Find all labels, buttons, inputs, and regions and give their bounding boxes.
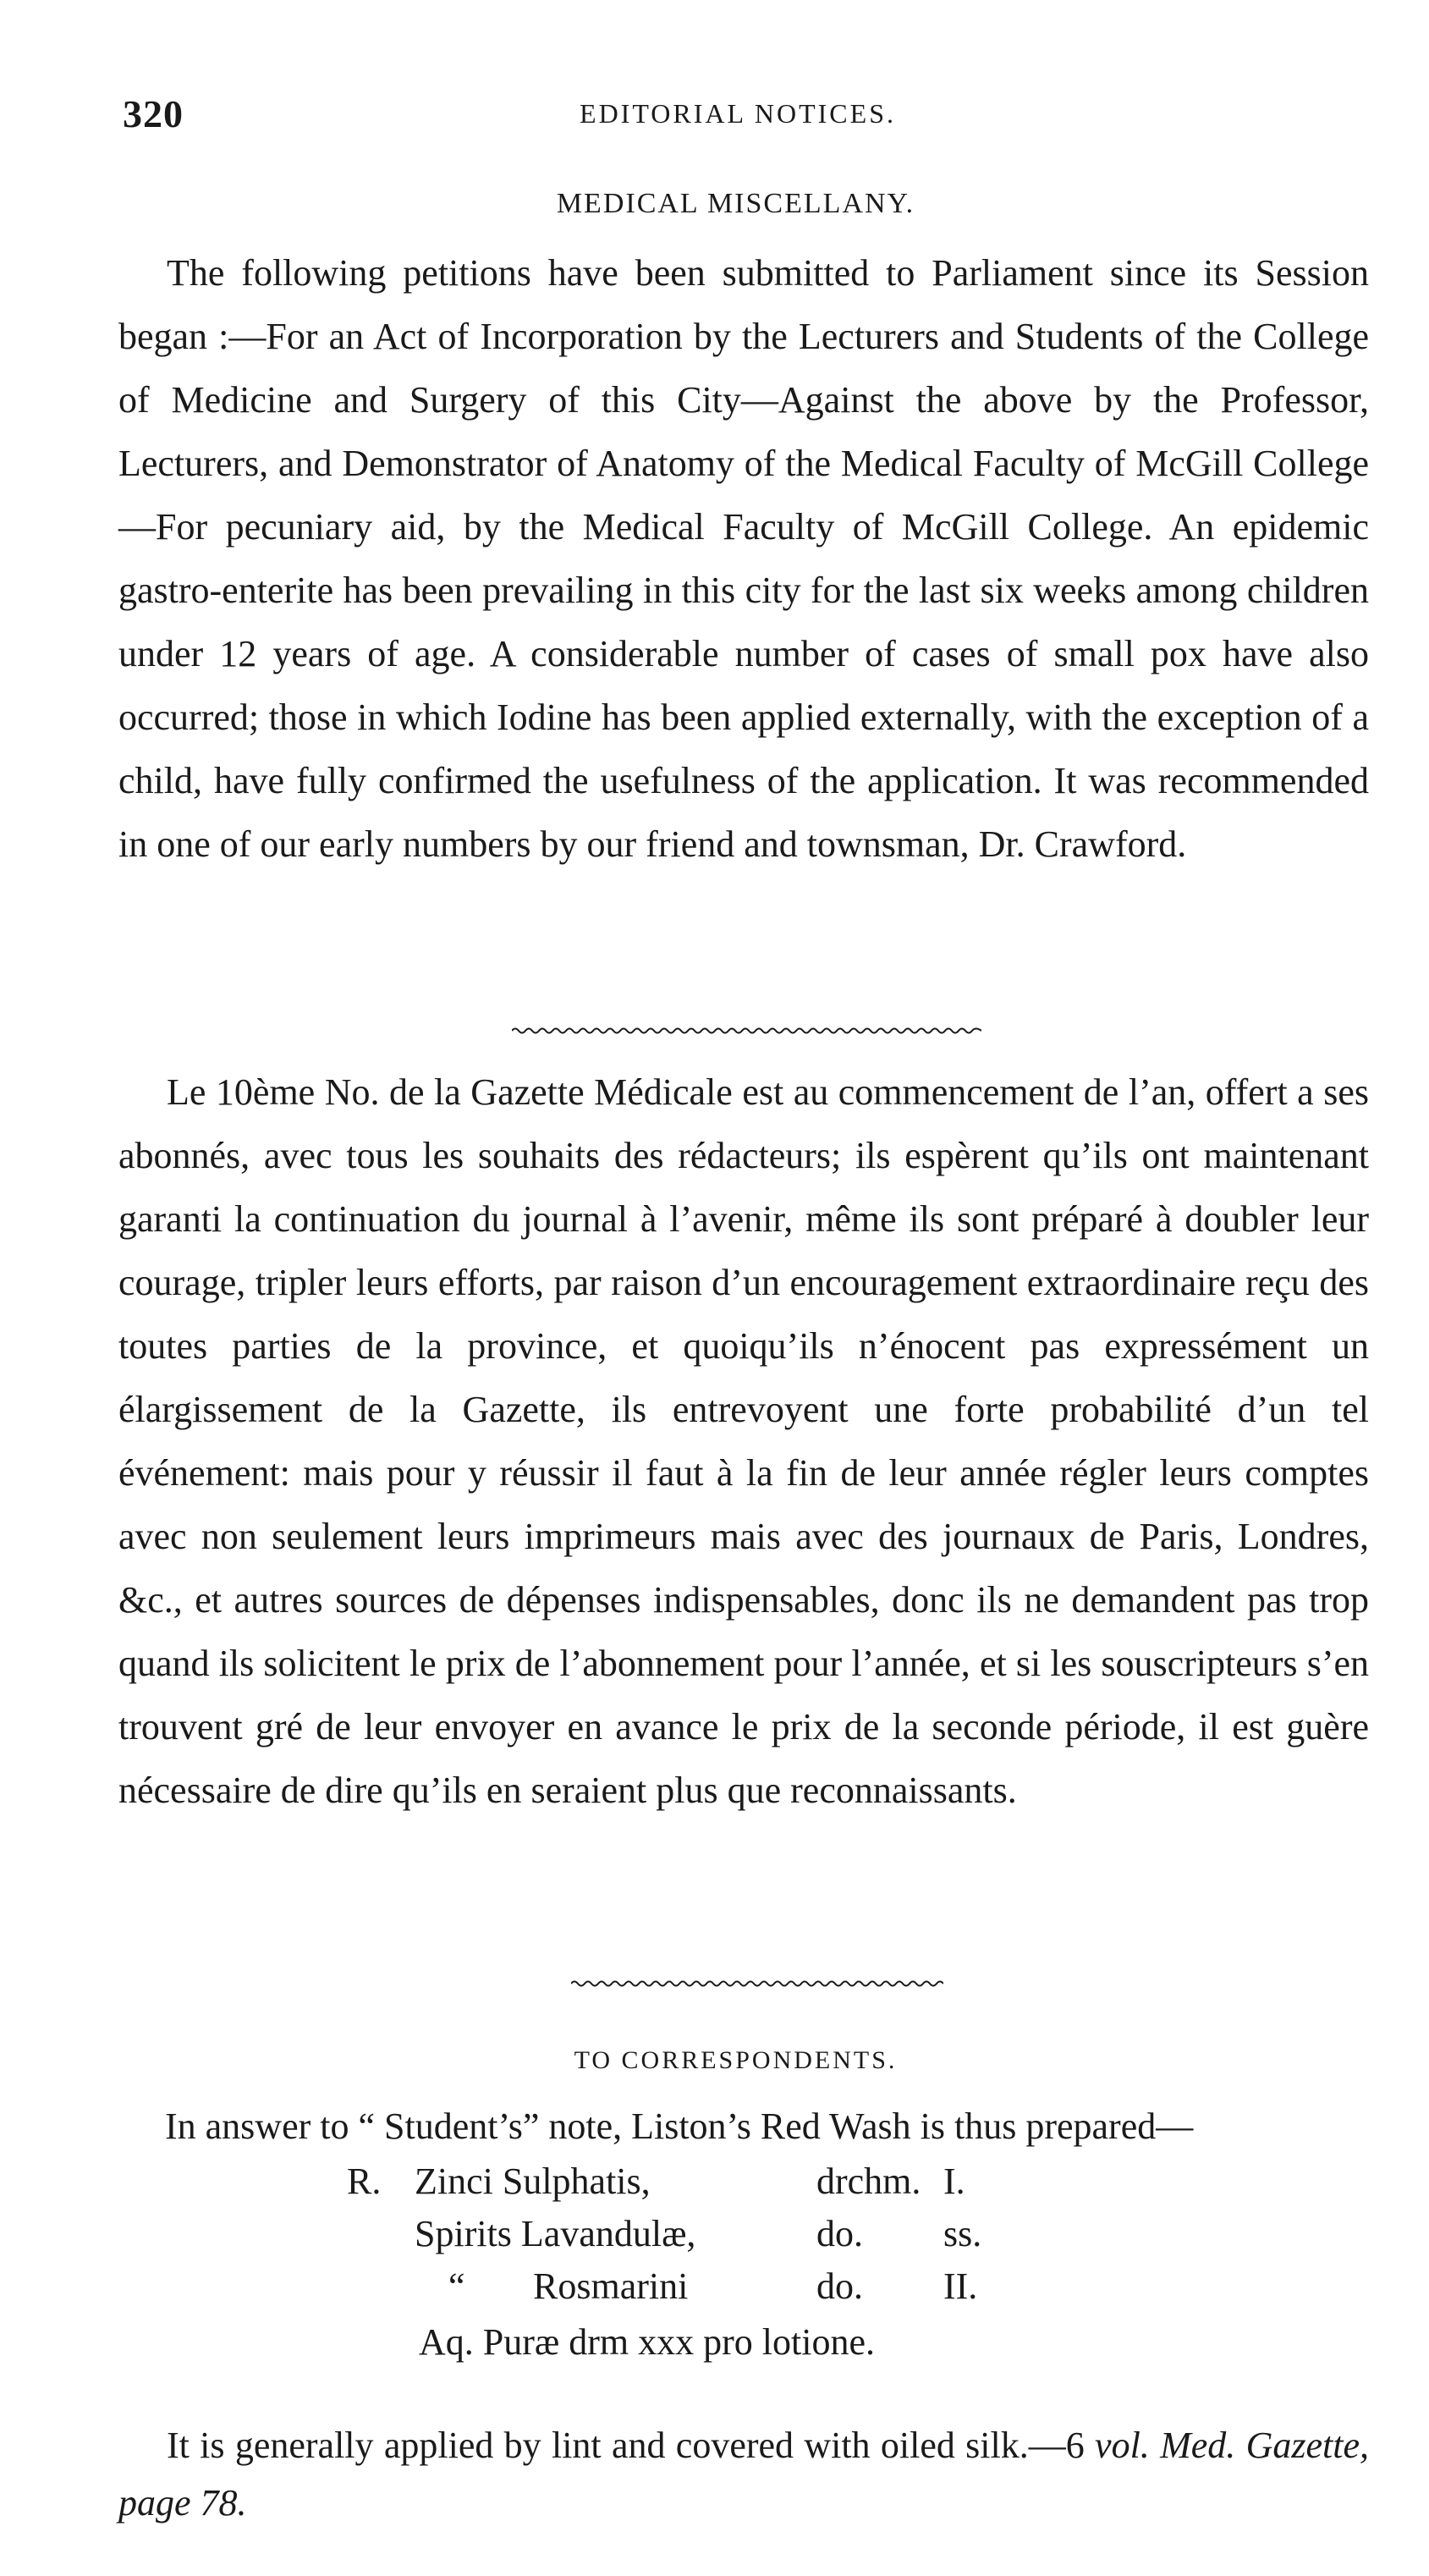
page-header bbox=[123, 91, 1353, 142]
closing-citation: vol. Med. Gazette, page 78. bbox=[118, 2425, 1370, 2524]
running-head: EDITORIAL NOTICES. bbox=[580, 98, 896, 129]
recipe-measure: do. bbox=[816, 2265, 863, 2307]
recipe-measure: drchm. bbox=[816, 2160, 921, 2202]
closing-text: It is generally applied by lint and covered with oiled silk.—6 bbox=[167, 2425, 1096, 2466]
recipe-ingredient: Spirits Lavandulæ, bbox=[415, 2213, 696, 2254]
closing-note bbox=[118, 2417, 1369, 2532]
recipe-mark: R. bbox=[347, 2160, 382, 2202]
wavy-rule-divider bbox=[512, 1026, 981, 1036]
recipe-quantity: ss. bbox=[943, 2213, 982, 2254]
recipe-quantity: II. bbox=[943, 2265, 978, 2307]
recipe-ditto-mark: “ bbox=[448, 2265, 465, 2307]
correspondent-answer: In answer to “ Student’s” note, Liston’s Red Wash is thus prepared— bbox=[165, 2105, 1194, 2147]
page-number: 320 bbox=[123, 92, 184, 135]
gazette-notice-paragraph: Le 10ème No. de la Gazette Médicale est au commencement de l’an, offert a ses abonnés, avec tous les souhaits des rédacteurs; ils espèrent qu’ils ont maintenant garanti la continuation du journal à l’avenir, même ils sont préparé à doubler leur courage, tripler leurs efforts, par raison d’un encouragement extraordinaire reçu des toutes parties de la province, et quoiqu’ils n’énocent pas expressément un élargissement de la Gazette, ils entrevoyent une forte probabilité d’un tel événement: mais pour y réussir il faut à la fin de leur année régler leurs comptes avec non seulement leurs imprimeurs mais avec des journaux de Paris, Londres, &c., et autres sources de dépenses indispensables, donc ils ne demandent pas trop quand ils solicitent le prix de l’abonnement pour l’année, et si les souscripteurs s’en trouvent gré de leur envoyer en avance le prix de la seconde période, il est guère nécessaire de dire qu’ils en seraient plus que reconnaissants. bbox=[118, 1071, 1369, 1811]
recipe-ingredient: Rosmarini bbox=[533, 2265, 689, 2307]
recipe-measure: do. bbox=[816, 2213, 863, 2254]
miscellany-paragraph: The following petitions have been submitted to Parliament since its Session began :—For an Act of Incorporation by the Lecturers and Students of the College of Medicine and Surgery of this City—Against the above by the Professor, Lecturers, and Demonstrator of Anatomy of the Medical Faculty of McGill College—For pecuniary aid, by the Medical Faculty of McGill College. An epidemic gastro-enterite has been prevailing in this city for the last six weeks among children under 12 years of age. A considerable number of cases of small pox have also occurred; those in which Iodine has been applied externally, with the exception of a child, have fully confirmed the usefulness of the application. It was recommended in one of our early numbers by our friend and townsman, Dr. Crawford. bbox=[118, 252, 1369, 865]
recipe-ingredient: Zinci Sulphatis, bbox=[415, 2160, 651, 2202]
recipe-quantity: I. bbox=[943, 2160, 965, 2202]
wavy-rule-divider bbox=[571, 1979, 943, 1989]
section-title-to-correspondents: TO CORRESPONDENTS. bbox=[574, 2046, 898, 2074]
recipe-final-line: Aq. Puræ drm xxx pro lotione. bbox=[419, 2321, 875, 2363]
section-title-medical-miscellany: MEDICAL MISCELLANY. bbox=[556, 188, 915, 219]
